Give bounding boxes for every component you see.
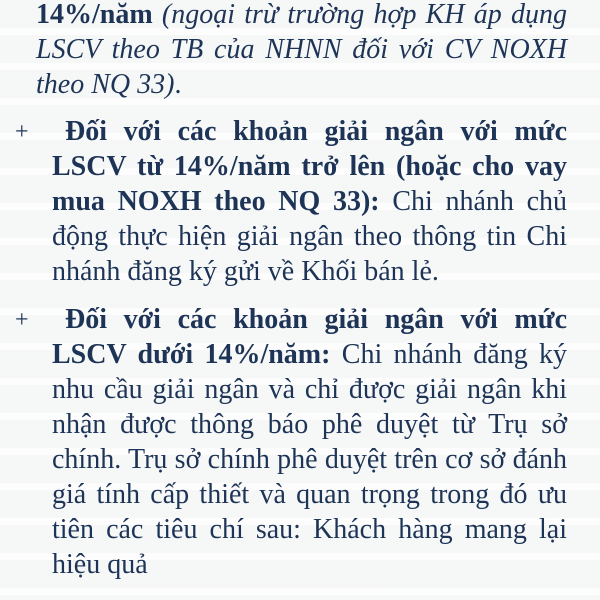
paragraph-intro-continuation <box>36 0 567 102</box>
plus-bullet-icon: + <box>15 307 29 333</box>
intro-bold-rate: 14%/năm <box>36 0 153 30</box>
bullet-body: Chi nhánh đăng ký nhu cầu giải ngân và chỉ được giải ngân khi nhận được thông báo phê duyệt từ Trụ sở chính. Trụ sở chính phê duyệt trên cơ sở đánh giá tính cấp thiết và quan trọng trong đó ưu tiên các tiêu chí sau: Khách hàng mang lại hiệu quả <box>52 339 568 580</box>
bullet-text <box>52 302 567 582</box>
plus-bullet-icon: + <box>15 119 29 145</box>
bullet-bold-lead: Đối với các khoản giải ngân với mức LSCV dưới 14%/năm: <box>52 304 567 370</box>
bullet-text <box>52 114 567 289</box>
bullet-body: Chi nhánh chủ động thực hiện giải ngân theo thông tin Chi nhánh đăng ký gửi về Khối bán lẻ. <box>52 186 567 287</box>
bullet-bold-lead: Đối với các khoản giải ngân với mức LSCV từ 14%/năm trở lên (hoặc cho vay mua NOXH theo NQ 33): <box>52 116 567 217</box>
bullet-item-disbursement-from-14 <box>15 114 567 289</box>
intro-italic-exception: (ngoại trừ trường hợp KH áp dụng LSCV theo TB của NHNN đối với CV NOXH theo NQ 33) <box>36 0 567 100</box>
bullet-item-disbursement-under-14 <box>15 302 568 582</box>
intro-period: . <box>174 69 182 100</box>
